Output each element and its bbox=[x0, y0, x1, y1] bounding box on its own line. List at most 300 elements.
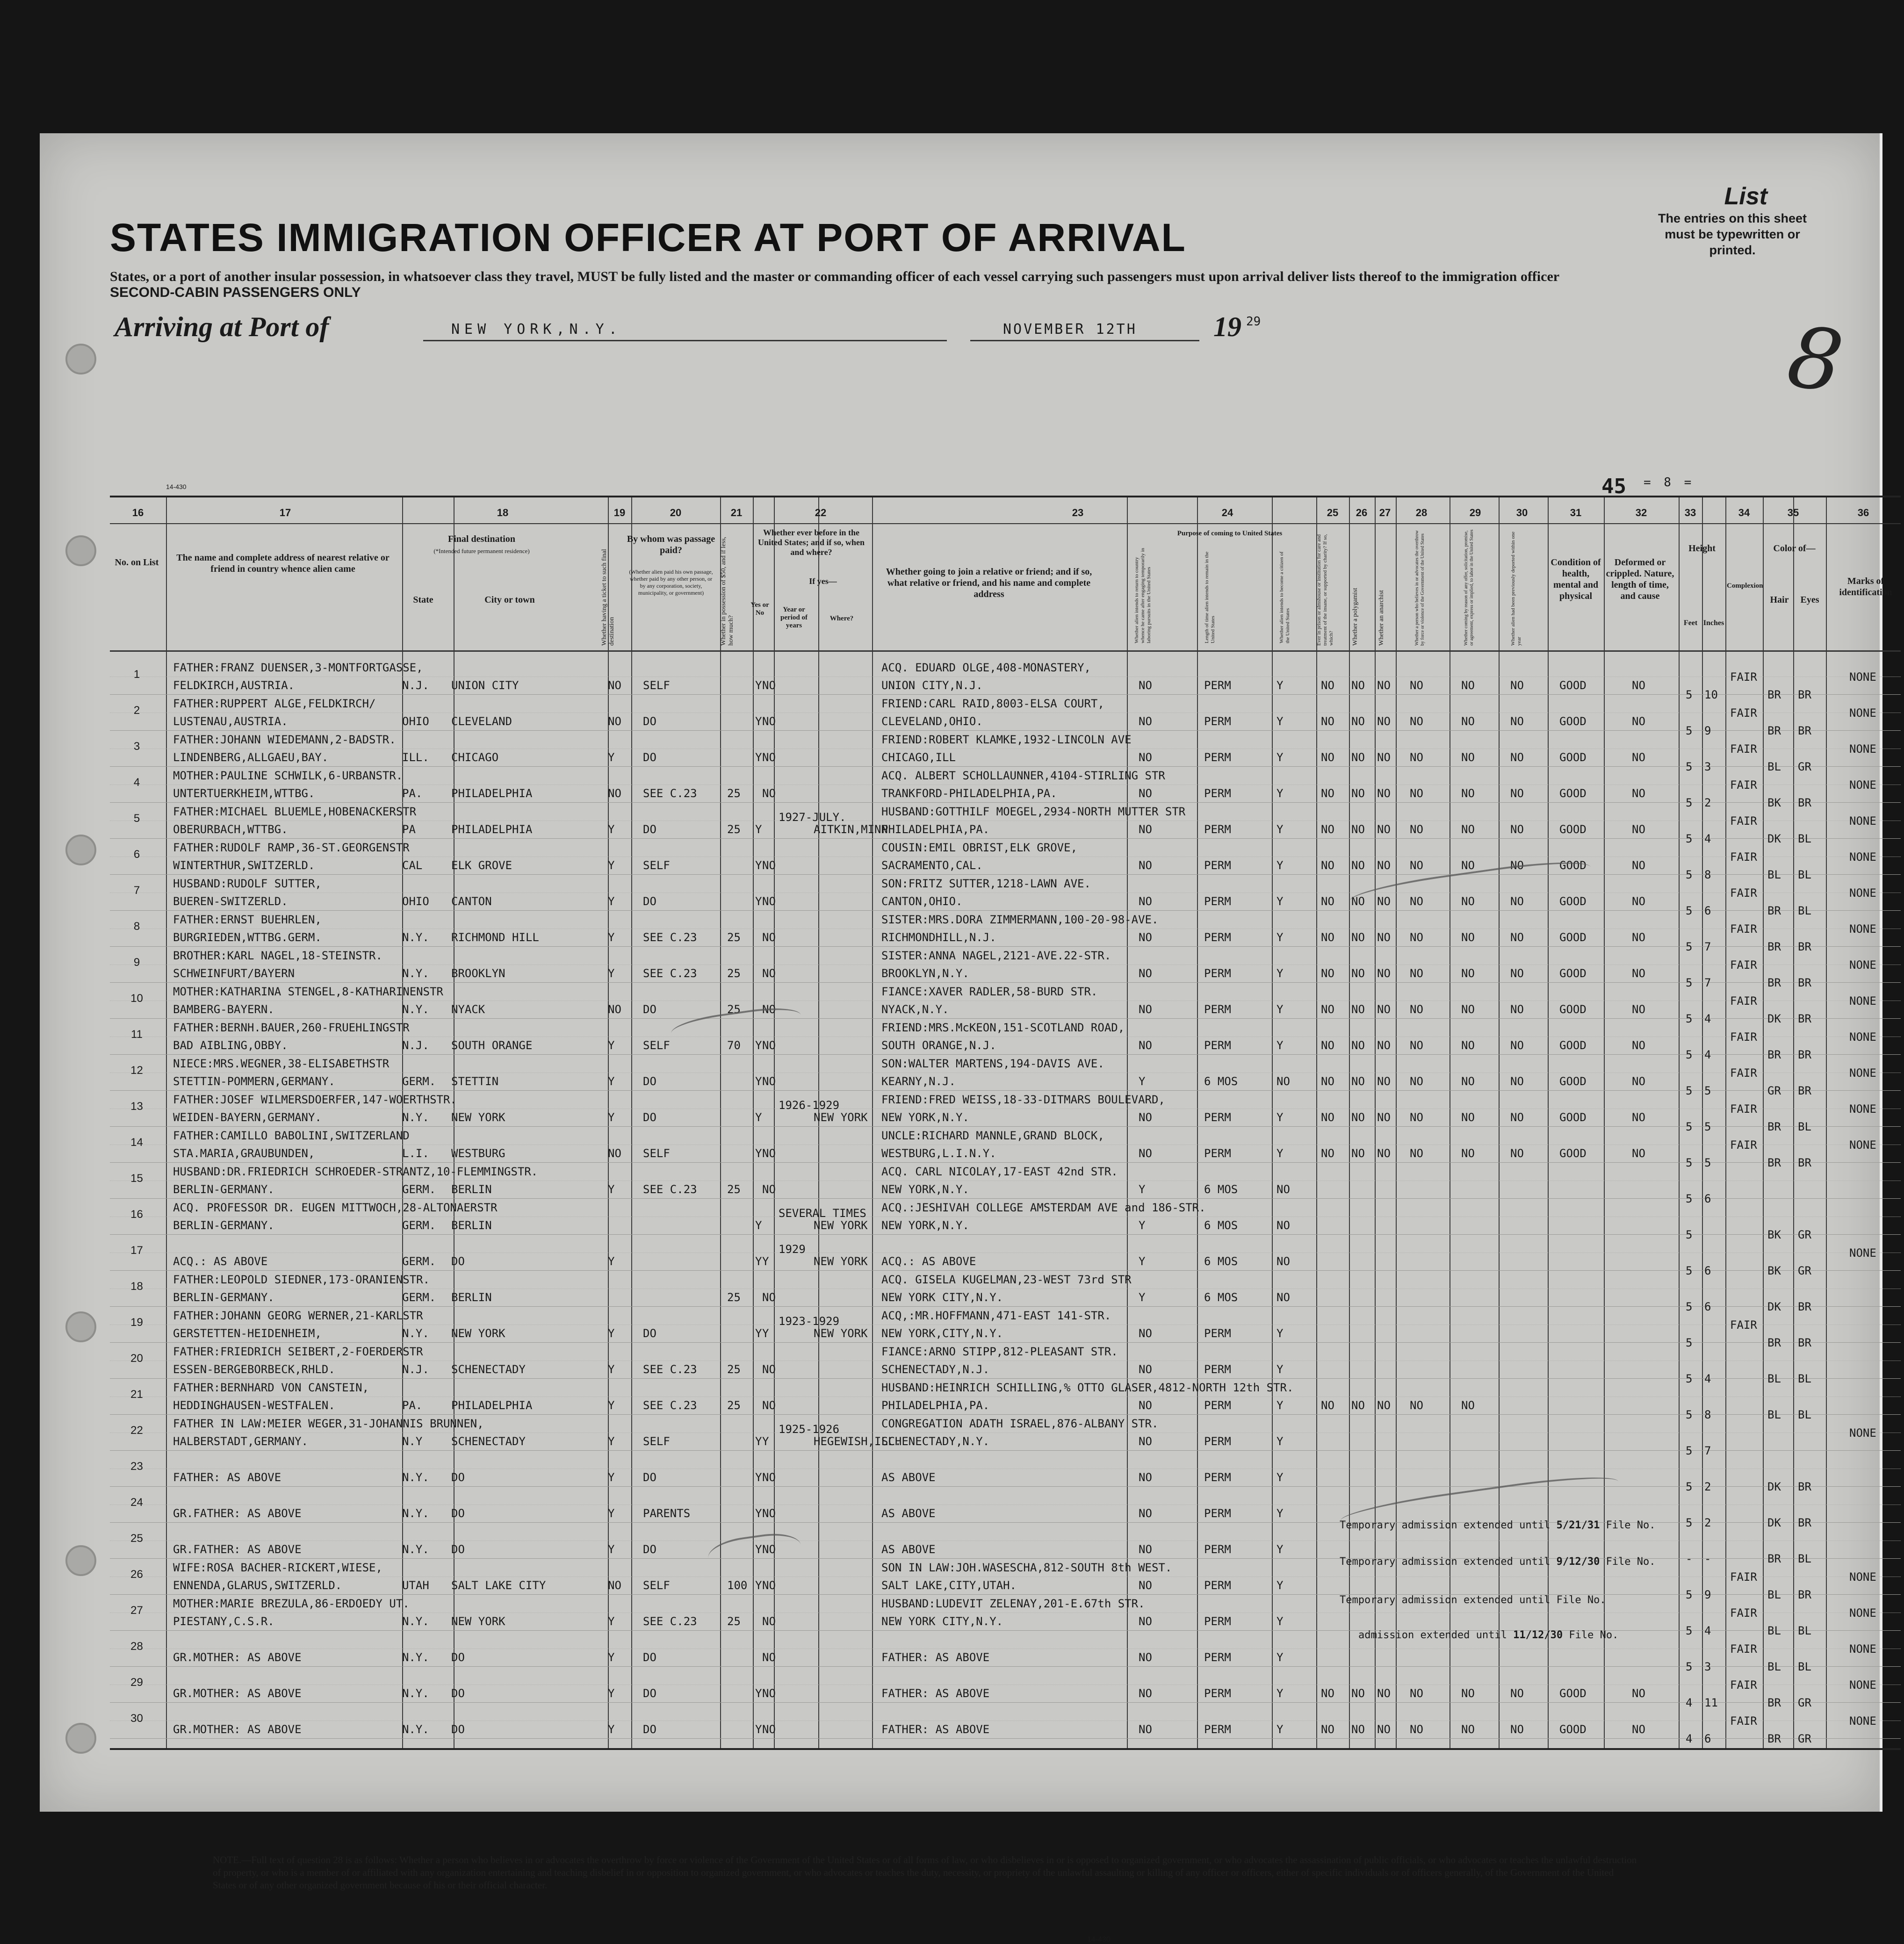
return-cell: NO bbox=[1139, 1039, 1152, 1052]
state-cell: OHIO bbox=[402, 895, 429, 908]
length-cell: PERM bbox=[1204, 1327, 1231, 1340]
header-final-destination-note: (*Intended future permanent residence) bbox=[433, 547, 530, 554]
marks-cell: NONE bbox=[1849, 1570, 1876, 1584]
year-suffix: 29 bbox=[1246, 315, 1261, 329]
column-number: 26 bbox=[1356, 507, 1368, 518]
joining-line-2: BROOKLYN,N.Y. bbox=[881, 967, 969, 980]
period-cell: SEVERAL TIMES bbox=[779, 1207, 866, 1220]
height-feet-cell: 5 bbox=[1686, 1516, 1693, 1529]
citizen-cell: Y bbox=[1277, 1363, 1284, 1376]
length-cell: PERM bbox=[1204, 1507, 1231, 1520]
handwritten-list-number: 8 bbox=[1782, 308, 1849, 412]
city-cell: DO bbox=[451, 1255, 465, 1268]
eyes-cell: GR bbox=[1798, 760, 1811, 773]
where-cell: NEW YORK bbox=[814, 1111, 868, 1124]
table-row bbox=[110, 767, 1901, 809]
hair-cell: DK bbox=[1767, 1480, 1781, 1493]
height-inches-cell: 9 bbox=[1704, 724, 1711, 737]
passage-paid-cell: DO bbox=[643, 1723, 656, 1736]
city-cell: BERLIN bbox=[451, 1183, 492, 1196]
passage-paid-cell: DO bbox=[643, 1111, 656, 1124]
health-cell: GOOD bbox=[1559, 715, 1587, 728]
anarchist-cell: NO bbox=[1377, 823, 1391, 836]
header-anarchist: Whether an anarchist bbox=[1378, 590, 1385, 646]
height-feet-cell: 5 bbox=[1686, 1300, 1693, 1313]
eyes-cell: BL bbox=[1798, 868, 1811, 881]
return-cell: Y bbox=[1139, 1291, 1146, 1304]
deformed-cell: NO bbox=[1632, 715, 1645, 728]
complexion-cell: FAIR bbox=[1730, 1714, 1757, 1728]
relative-line-1: FATHER:CAMILLO BABOLINI,SWITZERLAND bbox=[173, 1129, 410, 1142]
marks-cell: NONE bbox=[1849, 994, 1876, 1008]
length-cell: 6 MOS bbox=[1204, 1291, 1238, 1304]
ticket-cell: Y bbox=[608, 1435, 615, 1448]
height-feet-cell: 5 bbox=[1686, 940, 1693, 953]
money-cell: 25 bbox=[727, 1003, 741, 1016]
deformed-cell: NO bbox=[1632, 1147, 1645, 1160]
passage-paid-cell: SEE C.23 bbox=[643, 967, 697, 980]
state-cell: OHIO bbox=[402, 715, 429, 728]
header-city: City or town bbox=[484, 595, 535, 605]
height-inches-cell: 4 bbox=[1704, 1048, 1711, 1061]
ever-before-cell: Y bbox=[762, 1255, 769, 1268]
eyes-cell: GR bbox=[1798, 1228, 1811, 1241]
passage-paid-cell: SEE C.23 bbox=[643, 931, 697, 944]
ever-before-cell: NO bbox=[762, 1039, 776, 1052]
overthrow-cell: NO bbox=[1410, 679, 1423, 692]
ticket-cell: NO bbox=[608, 1147, 621, 1160]
hair-cell: DK bbox=[1767, 832, 1781, 845]
anarchist-cell: NO bbox=[1377, 1147, 1391, 1160]
table-row bbox=[110, 947, 1901, 989]
arriving-label: Arriving at Port of bbox=[115, 311, 329, 342]
relative-line-2: STA.MARIA,GRAUBUNDEN, bbox=[173, 1147, 315, 1160]
length-cell: PERM bbox=[1204, 1543, 1231, 1556]
citizen-cell: NO bbox=[1277, 1075, 1290, 1088]
citizen-cell: Y bbox=[1277, 1615, 1284, 1628]
height-inches-cell: 11 bbox=[1704, 1696, 1718, 1709]
joining-line-2: FATHER: AS ABOVE bbox=[881, 1651, 990, 1664]
return-cell: NO bbox=[1139, 967, 1152, 980]
contract-cell: NO bbox=[1461, 823, 1475, 836]
list-label: List bbox=[1724, 183, 1767, 210]
complexion-cell: FAIR bbox=[1730, 778, 1757, 792]
return-cell: Y bbox=[1139, 1183, 1146, 1196]
ever-before-cell: NO bbox=[762, 679, 776, 692]
city-cell: PHILADELPHIA bbox=[451, 1399, 533, 1412]
joining-line-2: TRANKFORD-PHILADELPHIA,PA. bbox=[881, 787, 1057, 800]
health-cell: GOOD bbox=[1559, 859, 1587, 872]
ever-before-yes-cell: Y bbox=[755, 1579, 762, 1592]
column-number: 24 bbox=[1221, 507, 1233, 518]
citizen-cell: Y bbox=[1277, 895, 1284, 908]
overthrow-cell: NO bbox=[1410, 967, 1423, 980]
ticket-cell: Y bbox=[608, 1471, 615, 1484]
relative-line-1: MOTHER:KATHARINA STENGEL,8-KATHARINENSTR bbox=[173, 985, 443, 998]
length-cell: PERM bbox=[1204, 1111, 1231, 1124]
header-if-yes: If yes— bbox=[809, 576, 837, 586]
overthrow-cell: NO bbox=[1410, 895, 1423, 908]
city-cell: CLEVELAND bbox=[451, 715, 512, 728]
prison-cell: NO bbox=[1321, 931, 1334, 944]
relative-line-2: GR.MOTHER: AS ABOVE bbox=[173, 1651, 302, 1664]
polygamist-cell: NO bbox=[1351, 967, 1365, 980]
relative-line-2: BAMBERG-BAYERN. bbox=[173, 1003, 274, 1016]
height-feet-cell: 5 bbox=[1686, 1588, 1693, 1601]
length-cell: PERM bbox=[1204, 1363, 1231, 1376]
eyes-cell: BL bbox=[1798, 1408, 1811, 1421]
row-number: 1 bbox=[133, 668, 140, 681]
joining-line-1: HUSBAND:HEINRICH SCHILLING,% OTTO GLASER,4812-NORTH 12th STR. bbox=[881, 1381, 1294, 1394]
relative-line-1: FATHER:JOHANN WIEDEMANN,2-BADSTR. bbox=[173, 733, 396, 746]
header-where: Where? bbox=[829, 615, 854, 622]
marks-cell: NONE bbox=[1849, 1030, 1876, 1044]
deported-cell: NO bbox=[1510, 1075, 1524, 1088]
marks-cell: NONE bbox=[1849, 1246, 1876, 1260]
hair-cell: BR bbox=[1767, 1156, 1781, 1169]
anarchist-cell: NO bbox=[1377, 787, 1391, 800]
ticket-cell: Y bbox=[608, 1363, 615, 1376]
state-cell: N.Y. bbox=[402, 1003, 429, 1016]
anarchist-cell: NO bbox=[1377, 751, 1391, 764]
return-cell: NO bbox=[1139, 1147, 1152, 1160]
complexion-cell: FAIR bbox=[1730, 850, 1757, 864]
deported-cell: NO bbox=[1510, 1147, 1524, 1160]
eyes-cell: BR bbox=[1798, 1516, 1811, 1529]
ever-before-cell: NO bbox=[762, 1687, 776, 1700]
polygamist-cell: NO bbox=[1351, 1039, 1365, 1052]
hair-cell: BR bbox=[1767, 904, 1781, 917]
state-cell: CAL bbox=[402, 859, 423, 872]
health-cell: GOOD bbox=[1559, 787, 1587, 800]
row-number: 16 bbox=[130, 1208, 143, 1221]
relative-line-2: ACQ.: AS ABOVE bbox=[173, 1255, 268, 1268]
relative-line-2: BURGRIEDEN,WTTBG.GERM. bbox=[173, 931, 322, 944]
binder-hole bbox=[65, 1723, 96, 1754]
where-cell: AITKIN,MINN bbox=[814, 823, 888, 836]
height-feet-cell: 5 bbox=[1686, 1372, 1693, 1385]
state-cell: PA. bbox=[402, 1399, 423, 1412]
header-health: Condition of health, mental and physical bbox=[1551, 557, 1601, 601]
deported-cell: NO bbox=[1510, 1111, 1524, 1124]
ticket-cell: Y bbox=[608, 751, 615, 764]
ever-before-yes-cell: Y bbox=[755, 715, 762, 728]
hair-cell: BL bbox=[1767, 1408, 1781, 1421]
city-cell: DO bbox=[451, 1723, 465, 1736]
column-number: 21 bbox=[730, 507, 743, 518]
city-cell: DO bbox=[451, 1471, 465, 1484]
ticket-cell: Y bbox=[608, 1255, 615, 1268]
header-contract: Whether coming by reason of any offer, solicitation, promise, or agreement, express or implied, to labor in the United States bbox=[1464, 529, 1474, 646]
state-cell: GERM. bbox=[402, 1291, 436, 1304]
hair-cell: BR bbox=[1767, 940, 1781, 953]
state-cell: N.Y. bbox=[402, 1507, 429, 1520]
height-feet-cell: 5 bbox=[1686, 1192, 1693, 1205]
table-row bbox=[110, 911, 1901, 953]
complexion-cell: FAIR bbox=[1730, 1138, 1757, 1152]
citizen-cell: Y bbox=[1277, 1543, 1284, 1556]
header-deported: Whether alien had been previously deported within one year bbox=[1510, 531, 1522, 646]
column-number: 17 bbox=[279, 507, 291, 518]
eyes-cell: BL bbox=[1798, 1660, 1811, 1673]
contract-cell: NO bbox=[1461, 859, 1475, 872]
height-feet-cell: 5 bbox=[1686, 796, 1693, 809]
header-money: Whether in possession of $50, and if less, how much? bbox=[720, 537, 735, 646]
complexion-cell: FAIR bbox=[1730, 1066, 1757, 1080]
health-cell: GOOD bbox=[1559, 1723, 1587, 1736]
complexion-cell: FAIR bbox=[1730, 994, 1757, 1008]
polygamist-cell: NO bbox=[1351, 1003, 1365, 1016]
header-purpose-length: Length of time alien intends to remain in the United States bbox=[1204, 551, 1216, 643]
hair-cell: BR bbox=[1767, 1336, 1781, 1349]
complexion-cell: FAIR bbox=[1730, 958, 1757, 972]
state-cell: N.Y. bbox=[402, 931, 429, 944]
cabin-class: SECOND-CABIN PASSENGERS ONLY bbox=[110, 285, 361, 300]
return-cell: Y bbox=[1139, 1219, 1146, 1232]
column-number: 22 bbox=[815, 507, 827, 518]
relative-line-2: WEIDEN-BAYERN,GERMANY. bbox=[173, 1111, 322, 1124]
eyes-cell: GR bbox=[1798, 1264, 1811, 1277]
hair-cell: BL bbox=[1767, 1588, 1781, 1601]
prison-cell: NO bbox=[1321, 1687, 1334, 1700]
marks-cell: NONE bbox=[1849, 1606, 1876, 1620]
health-cell: GOOD bbox=[1559, 931, 1587, 944]
passage-paid-cell: SEE C.23 bbox=[643, 787, 697, 800]
hair-cell: BL bbox=[1767, 1660, 1781, 1673]
joining-line-1: HUSBAND:LUDEVIT ZELENAY,201-E.67th STR. bbox=[881, 1597, 1145, 1610]
citizen-cell: Y bbox=[1277, 1723, 1284, 1736]
contract-cell: NO bbox=[1461, 967, 1475, 980]
joining-line-1: HUSBAND:GOTTHILF MOEGEL,2934-NORTH MUTTER STR bbox=[881, 805, 1186, 818]
header-passage: By whom was passage paid? bbox=[627, 534, 715, 555]
eyes-cell: BR bbox=[1798, 688, 1811, 701]
header-final-destination: Final destination bbox=[448, 534, 515, 544]
joining-line-2: NEW YORK CITY,N.Y. bbox=[881, 1615, 1003, 1628]
column-number: 20 bbox=[670, 507, 682, 518]
form-title: STATES IMMIGRATION OFFICER AT PORT OF ARRIVAL bbox=[110, 216, 1186, 259]
contract-cell: NO bbox=[1461, 751, 1475, 764]
row-number: 14 bbox=[130, 1136, 143, 1149]
ever-before-cell: NO bbox=[762, 751, 776, 764]
relative-line-1: WIFE:ROSA BACHER-RICKERT,WIESE, bbox=[173, 1561, 382, 1574]
city-cell: SCHENECTADY bbox=[451, 1435, 526, 1448]
deported-cell: NO bbox=[1510, 931, 1524, 944]
money-cell: 25 bbox=[727, 787, 741, 800]
row-number: 3 bbox=[133, 740, 140, 753]
hair-cell: BR bbox=[1767, 1120, 1781, 1133]
table-row bbox=[110, 1199, 1901, 1241]
passage-paid-cell: PARENTS bbox=[643, 1507, 691, 1520]
hair-cell: BK bbox=[1767, 796, 1781, 809]
passage-paid-cell: DO bbox=[643, 1003, 656, 1016]
polygamist-cell: NO bbox=[1351, 895, 1365, 908]
height-feet-cell: 5 bbox=[1686, 724, 1693, 737]
state-cell: N.Y. bbox=[402, 1111, 429, 1124]
header-period: Year or period of years bbox=[780, 606, 808, 629]
column-number: 25 bbox=[1327, 507, 1339, 518]
row-number: 15 bbox=[130, 1172, 143, 1185]
hair-cell: BL bbox=[1767, 1372, 1781, 1385]
ever-before-yes-cell: Y bbox=[755, 1543, 762, 1556]
complexion-cell: FAIR bbox=[1730, 1030, 1757, 1044]
relative-line-2: BERLIN-GERMANY. bbox=[173, 1183, 274, 1196]
header-eyes: Eyes bbox=[1800, 595, 1819, 605]
length-cell: PERM bbox=[1204, 1723, 1231, 1736]
deformed-cell: NO bbox=[1632, 1687, 1645, 1700]
where-cell: NEW YORK bbox=[814, 1327, 868, 1340]
length-cell: PERM bbox=[1204, 1003, 1231, 1016]
height-inches-cell: 6 bbox=[1704, 1732, 1711, 1745]
overthrow-cell: NO bbox=[1410, 787, 1423, 800]
ticket-cell: Y bbox=[608, 1543, 615, 1556]
ticket-cell: NO bbox=[608, 679, 621, 692]
overthrow-cell: NO bbox=[1410, 1723, 1423, 1736]
ever-before-yes-cell: Y bbox=[755, 1075, 762, 1088]
ever-before-yes-cell: Y bbox=[755, 1147, 762, 1160]
ticket-cell: NO bbox=[608, 715, 621, 728]
ticket-cell: NO bbox=[608, 1003, 621, 1016]
eyes-cell: BR bbox=[1798, 940, 1811, 953]
return-cell: NO bbox=[1139, 1327, 1152, 1340]
ever-before-yes-cell: Y bbox=[755, 1219, 762, 1232]
anarchist-cell: NO bbox=[1377, 679, 1391, 692]
marks-cell: NONE bbox=[1849, 1102, 1876, 1116]
passage-paid-cell: SEE C.23 bbox=[643, 1363, 697, 1376]
height-feet-cell: 5 bbox=[1686, 1408, 1693, 1421]
passage-paid-cell: DO bbox=[643, 1075, 656, 1088]
return-cell: NO bbox=[1139, 1435, 1152, 1448]
eyes-cell: BR bbox=[1798, 1300, 1811, 1313]
eyes-cell: BL bbox=[1798, 1624, 1811, 1637]
relative-line-2: GR.MOTHER: AS ABOVE bbox=[173, 1687, 302, 1700]
eyes-cell: BR bbox=[1798, 1336, 1811, 1349]
joining-line-1: SISTER:MRS.DORA ZIMMERMANN,100-20-98-AVE. bbox=[881, 913, 1159, 926]
state-cell: N.Y. bbox=[402, 1723, 429, 1736]
return-cell: NO bbox=[1139, 1507, 1152, 1520]
citizen-cell: Y bbox=[1277, 1687, 1284, 1700]
return-cell: NO bbox=[1139, 1723, 1152, 1736]
row-number: 28 bbox=[130, 1640, 143, 1653]
state-cell: GERM. bbox=[402, 1219, 436, 1232]
form-number-bottom: 14-430 bbox=[1087, 1936, 1111, 1944]
height-feet-cell: 5 bbox=[1686, 1120, 1693, 1133]
citizen-cell: Y bbox=[1277, 1507, 1284, 1520]
table-row bbox=[110, 1127, 1901, 1169]
header-ever-before: Whether ever before in the United States; and if so, when and where? bbox=[757, 528, 865, 557]
ever-before-yes-cell: Y bbox=[755, 895, 762, 908]
joining-line-2: CANTON,OHIO. bbox=[881, 895, 963, 908]
header-feet: Feet bbox=[1683, 619, 1698, 627]
citizen-cell: NO bbox=[1277, 1219, 1290, 1232]
temp-admission-1: Temporary admission extended until 5/21/31 File No. bbox=[1340, 1519, 1656, 1531]
eyes-cell: BR bbox=[1798, 976, 1811, 989]
length-cell: PERM bbox=[1204, 1579, 1231, 1592]
deported-cell: NO bbox=[1510, 787, 1524, 800]
table-row bbox=[110, 875, 1901, 917]
citizen-cell: Y bbox=[1277, 1435, 1284, 1448]
passage-paid-cell: SELF bbox=[643, 1579, 670, 1592]
ever-before-cell: NO bbox=[762, 859, 776, 872]
deported-cell: NO bbox=[1510, 1687, 1524, 1700]
ever-before-yes-cell: Y bbox=[755, 859, 762, 872]
state-cell: N.Y. bbox=[402, 1471, 429, 1484]
list-sheet-mark: = 8 = bbox=[1644, 475, 1695, 490]
complexion-cell: FAIR bbox=[1730, 1606, 1757, 1620]
relative-line-2: PIESTANY,C.S.R. bbox=[173, 1615, 274, 1628]
relative-line-2: BAD AIBLING,OBBY. bbox=[173, 1039, 288, 1052]
joining-line-2: SCHENECTADY,N.Y. bbox=[881, 1435, 990, 1448]
joining-line-2: NEW YORK,N.Y. bbox=[881, 1219, 969, 1232]
prison-cell: NO bbox=[1321, 1111, 1334, 1124]
polygamist-cell: NO bbox=[1351, 1723, 1365, 1736]
money-cell: 100 bbox=[727, 1579, 748, 1592]
eyes-cell: BL bbox=[1798, 904, 1811, 917]
state-cell: N.J. bbox=[402, 1363, 429, 1376]
ticket-cell: NO bbox=[608, 787, 621, 800]
height-inches-cell: 6 bbox=[1704, 1264, 1711, 1277]
deported-cell: NO bbox=[1510, 859, 1524, 872]
eyes-cell: GR bbox=[1798, 1696, 1811, 1709]
return-cell: Y bbox=[1139, 1075, 1146, 1088]
height-feet-cell: 5 bbox=[1686, 868, 1693, 881]
eyes-cell: BR bbox=[1798, 1048, 1811, 1061]
temp-admission-3: Temporary admission extended until File No. bbox=[1340, 1594, 1606, 1606]
height-inches-cell: 2 bbox=[1704, 796, 1711, 809]
header-prison: Ever in prison or almshouse or institution for care and treatment of the insane, or supported by charity? If so, which? bbox=[1316, 534, 1334, 646]
column-number: 27 bbox=[1379, 507, 1391, 518]
table-row bbox=[110, 1055, 1901, 1097]
joining-line-1: CONGREGATION ADATH ISRAEL,876-ALBANY STR. bbox=[881, 1417, 1159, 1430]
city-cell: BERLIN bbox=[451, 1291, 492, 1304]
passenger-table bbox=[110, 496, 1901, 1750]
return-cell: NO bbox=[1139, 715, 1152, 728]
overthrow-cell: NO bbox=[1410, 859, 1423, 872]
return-cell: NO bbox=[1139, 823, 1152, 836]
polygamist-cell: NO bbox=[1351, 1687, 1365, 1700]
ever-before-cell: Y bbox=[762, 1327, 769, 1340]
money-cell: 25 bbox=[727, 931, 741, 944]
joining-line-1: FRIEND:FRED WEISS,18-33-DITMARS BOULEVARD, bbox=[881, 1093, 1165, 1106]
height-inches-cell: 2 bbox=[1704, 1480, 1711, 1493]
header-yes-no: Yes or No bbox=[750, 601, 769, 617]
arrival-date: NOVEMBER 12TH bbox=[1003, 321, 1137, 338]
contract-cell: NO bbox=[1461, 715, 1475, 728]
length-cell: 6 MOS bbox=[1204, 1255, 1238, 1268]
joining-line-1: COUSIN:EMIL OBRIST,ELK GROVE, bbox=[881, 841, 1078, 854]
return-cell: NO bbox=[1139, 1579, 1152, 1592]
joining-line-1: SON:FRITZ SUTTER,1218-LAWN AVE. bbox=[881, 877, 1091, 890]
relative-line-2: OBERURBACH,WTTBG. bbox=[173, 823, 288, 836]
relative-line-1: FATHER:LEOPOLD SIEDNER,173-ORANIENSTR. bbox=[173, 1273, 430, 1286]
return-cell: NO bbox=[1139, 679, 1152, 692]
column-number: 23 bbox=[1072, 507, 1084, 518]
list-note: The entries on this sheet must be typewritten or printed. bbox=[1658, 211, 1807, 257]
height-feet-cell: 5 bbox=[1686, 1048, 1693, 1061]
ever-before-cell: NO bbox=[762, 1471, 776, 1484]
complexion-cell: FAIR bbox=[1730, 922, 1757, 936]
relative-line-2: ENNENDA,GLARUS,SWITZERLD. bbox=[173, 1579, 342, 1592]
joining-line-2: CLEVELAND,OHIO. bbox=[881, 715, 983, 728]
complexion-cell: FAIR bbox=[1730, 706, 1757, 720]
prison-cell: NO bbox=[1321, 751, 1334, 764]
height-inches-cell: 10 bbox=[1704, 688, 1718, 701]
eyes-cell: BL bbox=[1798, 1120, 1811, 1133]
hair-cell: BR bbox=[1767, 724, 1781, 737]
column-number: 16 bbox=[132, 507, 144, 518]
row-number: 6 bbox=[133, 848, 140, 861]
arrival-port: NEW YORK,N.Y. bbox=[451, 321, 622, 338]
length-cell: PERM bbox=[1204, 1687, 1231, 1700]
